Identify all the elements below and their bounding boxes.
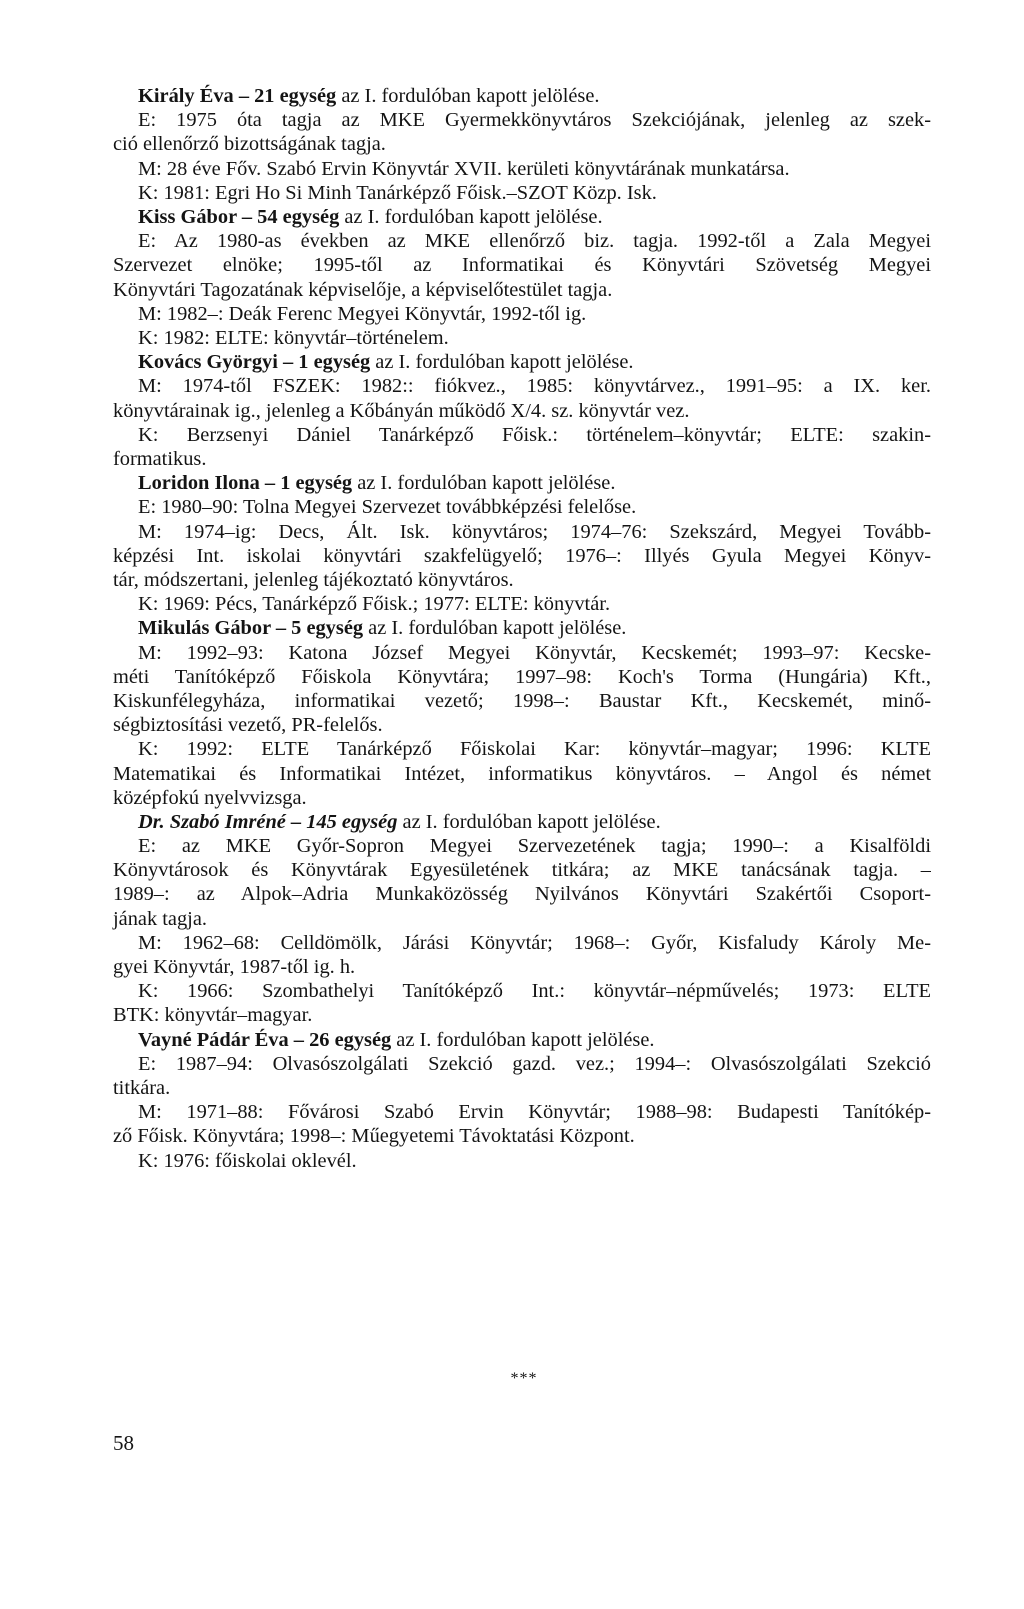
entry-text-line: K: 1976: főiskolai oklevél.	[138, 1149, 357, 1172]
nomination-note: az I. fordulóban kapott jelölése.	[336, 85, 600, 107]
entry-text-line: E: 1987–94: Olvasószolgálati Szekció gazd. vez.; 1994–: Olvasószolgálati Szekció	[138, 1052, 931, 1075]
entry-text-line: M: 1982–: Deák Ferenc Megyei Könyvtár, 1992-től ig.	[138, 302, 587, 325]
section-separator: ***	[510, 1370, 538, 1387]
entry-text-line: könyvtárainak ig., jelenleg a Kőbányán működő X/4. sz. könyvtár vez.	[113, 399, 690, 422]
entry-text-line: M: 1974-től FSZEK: 1982:: fiókvez., 1985: könyvtárvez., 1991–95: a IX. ker.	[138, 375, 931, 398]
entry-text-line: E: Az 1980-as években az MKE ellenőrző biz. tagja. 1992-től a Zala Megyei	[138, 230, 931, 253]
entry-text-line: K: 1992: ELTE Tanárképző Főiskolai Kar: könyvtár–magyar; 1996: KLTE	[138, 738, 931, 761]
entry-heading	[113, 84, 931, 108]
entry-text-line: M: 1992–93: Katona József Megyei Könyvtár, Kecskemét; 1993–97: Kecske-	[138, 641, 931, 664]
entry-text-line: formatikus.	[113, 447, 207, 470]
candidate-entry	[113, 205, 931, 350]
entry-heading	[113, 1028, 931, 1052]
entry-text-line: képzési Int. iskolai könyvtári szakfelügyelő; 1976–: Illyés Gyula Megyei Könyv-	[113, 544, 931, 567]
entry-text-line: ció ellenőrző bizottságának tagja.	[113, 133, 386, 156]
entry-text-line: K: 1982: ELTE: könyvtár–történelem.	[138, 326, 449, 349]
entries-list	[113, 84, 931, 1173]
entry-text-line: M: 1962–68: Celldömölk, Járási Könyvtár; 1968–: Győr, Kisfaludy Károly Me-	[138, 931, 931, 954]
entry-text-line: E: 1975 óta tagja az MKE Gyermekkönyvtáros Szekciójának, jelenleg az szek-	[138, 109, 931, 132]
nomination-note: az I. fordulóban kapott jelölése.	[363, 617, 627, 640]
entry-heading	[113, 616, 931, 640]
entry-text-line: M: 1974–ig: Decs, Ált. Isk. könyvtáros; 1974–76: Szekszárd, Megyei Tovább-	[138, 520, 931, 543]
entry-text-line: jának tagja.	[113, 907, 207, 930]
candidate-name: Király Éva – 21 egység	[138, 85, 337, 107]
entry-text-line: ző Főisk. Könyvtára; 1998–: Műegyetemi Távoktatási Központ.	[113, 1125, 635, 1148]
candidate-name: Vayné Pádár Éva – 26 egység	[138, 1028, 392, 1051]
candidate-entry	[113, 810, 931, 1028]
entry-heading	[113, 471, 931, 495]
candidate-name: Kiss Gábor – 54 egység	[138, 206, 340, 228]
entry-text-line: E: 1980–90: Tolna Megyei Szervezet továbbképzési felelőse.	[138, 496, 637, 519]
entry-heading	[113, 205, 931, 229]
entry-text-line: K: 1969: Pécs, Tanárképző Főisk.; 1977: ELTE: könyvtár.	[138, 593, 611, 616]
entry-text-line: tár, módszertani, jelenleg tájékoztató könyvtáros.	[113, 568, 514, 591]
candidate-entry	[113, 471, 931, 616]
nomination-note: az I. fordulóban kapott jelölése.	[391, 1028, 655, 1051]
entry-heading	[113, 810, 931, 834]
entry-text-line: ségbiztosítási vezető, PR-felelős.	[113, 714, 383, 737]
entry-text-line: K: 1981: Egri Ho Si Minh Tanárképző Főisk.–SZOT Közp. Isk.	[138, 181, 657, 204]
entry-text-line: Kiskunfélegyháza, informatikai vezető; 1998–: Baustar Kft., Kecskemét, minő-	[113, 689, 931, 712]
nomination-note: az I. fordulóban kapott jelölése.	[370, 351, 634, 374]
candidate-name: Mikulás Gábor – 5 egység	[138, 617, 364, 640]
entry-text-line: M: 1971–88: Fővárosi Szabó Ervin Könyvtár; 1988–98: Budapesti Tanítókép-	[138, 1101, 931, 1124]
document-body	[113, 84, 931, 1173]
entry-text-line: K: 1966: Szombathelyi Tanítóképző Int.: könyvtár–népművelés; 1973: ELTE	[138, 980, 931, 1003]
entry-text-line: méti Tanítóképző Főiskola Könyvtára; 1997–98: Koch's Torma (Hungária) Kft.,	[113, 665, 931, 688]
entry-text-line: Könyvtári Tagozatának képviselője, a képviselőtestület tagja.	[113, 278, 613, 301]
candidate-name: Loridon Ilona – 1 egység	[138, 472, 353, 495]
entry-heading	[113, 350, 931, 374]
page-number: 58	[113, 1431, 134, 1455]
entry-text-line: középfokú nyelvvizsga.	[113, 786, 307, 809]
entry-text-line: Szervezet elnöke; 1995-től az Informatikai és Könyvtári Szövetség Megyei	[113, 254, 931, 277]
candidate-name: Dr. Szabó Imréné – 145 egység	[138, 810, 398, 833]
nomination-note: az I. fordulóban kapott jelölése.	[352, 472, 616, 495]
entry-text-line: Könyvtárosok és Könyvtárak Egyesületének titkára; az MKE tanácsának tagja. –	[113, 859, 931, 882]
candidate-entry	[113, 1028, 931, 1173]
candidate-name: Kovács Györgyi – 1 egység	[138, 351, 371, 374]
candidate-entry	[113, 84, 931, 205]
entry-text-line: M: 28 éve Főv. Szabó Ervin Könyvtár XVII. kerületi könyvtárának munkatársa.	[138, 157, 790, 180]
nomination-note: az I. fordulóban kapott jelölése.	[339, 206, 603, 228]
entry-text-line: Matematikai és Informatikai Intézet, informatikus könyvtáros. – Angol és német	[113, 762, 931, 785]
candidate-entry	[113, 350, 931, 471]
entry-text-line: 1989–: az Alpok–Adria Munkaközösség Nyilvános Könyvtári Szakértői Csoport-	[113, 883, 931, 906]
nomination-note: az I. fordulóban kapott jelölése.	[397, 810, 661, 833]
entry-text-line: titkára.	[113, 1077, 171, 1100]
entry-text-line: gyei Könyvtár, 1987-től ig. h.	[113, 956, 356, 979]
candidate-entry	[113, 616, 931, 810]
entry-text-line: E: az MKE Győr-Sopron Megyei Szervezetének tagja; 1990–: a Kisalföldi	[138, 835, 931, 858]
entry-text-line: K: Berzsenyi Dániel Tanárképző Főisk.: történelem–könyvtár; ELTE: szakin-	[138, 423, 931, 446]
entry-text-line: BTK: könyvtár–magyar.	[113, 1004, 313, 1027]
